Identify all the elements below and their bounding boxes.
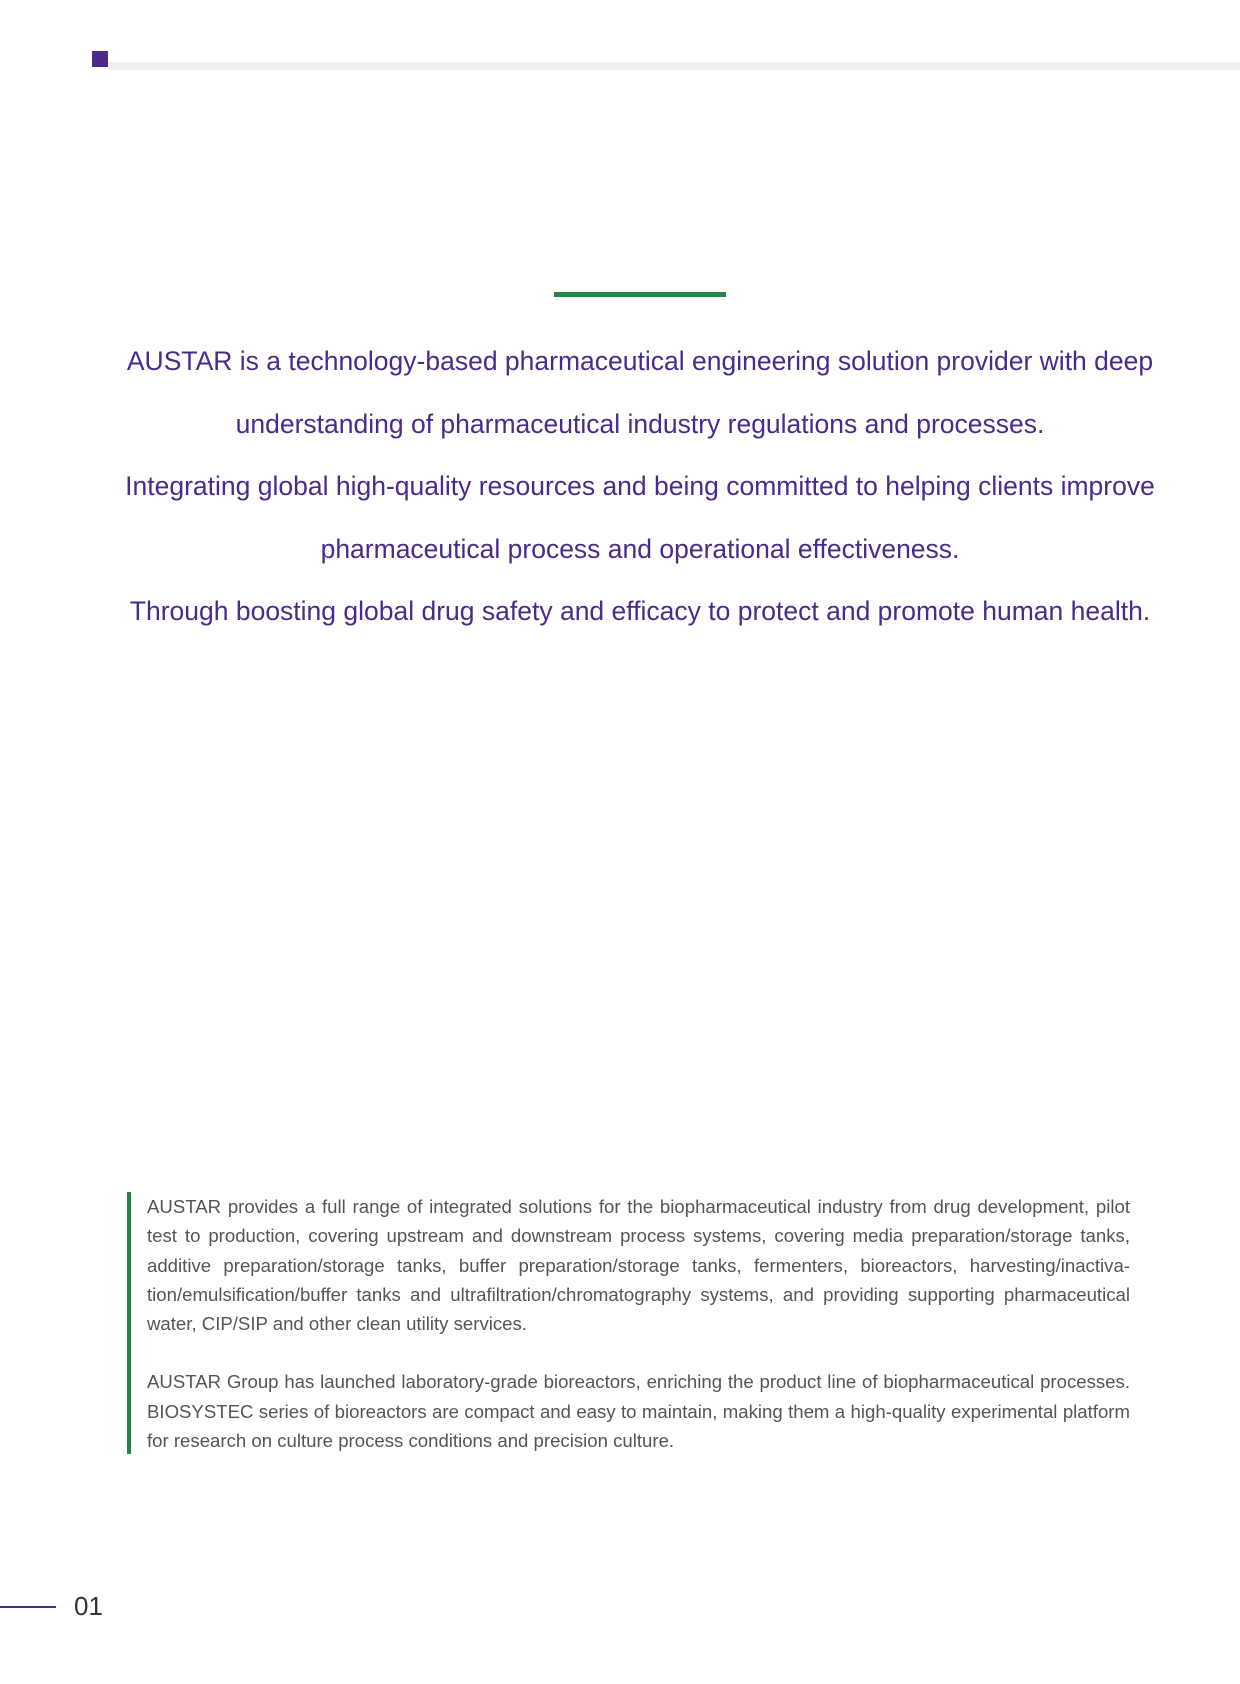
intro-statement bbox=[60, 330, 1220, 643]
detail-block bbox=[127, 1192, 1130, 1454]
detail-paragraph-solutions: AUSTAR provides a full range of integrated solutions for the biopharmaceutical industry from drug development, pilot test to production, covering upstream and downstream process systems, covering media preparation/storage tanks, additive preparation/storage tanks, buffer preparation/storage tanks, fermenters, bioreactors, harvesting/inactivation/emulsification/buffer tanks and ultrafiltration/chromatography systems, and providing supporting pharmaceutical water, CIP/SIP and other clean utility services. bbox=[147, 1196, 1130, 1335]
title-accent-bar bbox=[554, 292, 726, 297]
intro-line: pharmaceutical process and operational effectiveness. bbox=[320, 533, 960, 564]
page-number: 01 bbox=[74, 1591, 103, 1621]
intro-line: understanding of pharmaceutical industry regulations and processes. bbox=[235, 408, 1045, 439]
intro-line: AUSTAR is a technology-based pharmaceutical engineering solution provider with deep bbox=[126, 346, 1154, 376]
page-number-rule bbox=[0, 1606, 56, 1608]
intro-line: Integrating global high-quality resources and being committed to helping clients improve bbox=[125, 471, 1155, 501]
header-rule bbox=[108, 62, 1240, 70]
detail-paragraph-bioreactors: AUSTAR Group has launched laboratory-grade bioreactors, enriching the product line of biopharmaceutical processes. BIOSYSTEC series of bioreactors are compact and easy to maintain, making them a high-quality experimental platform for research on culture process conditions and precision culture. bbox=[147, 1371, 1130, 1452]
header-square-marker bbox=[92, 51, 108, 67]
intro-line: Through boosting global drug safety and efficacy to protect and promote human health. bbox=[129, 596, 1151, 626]
